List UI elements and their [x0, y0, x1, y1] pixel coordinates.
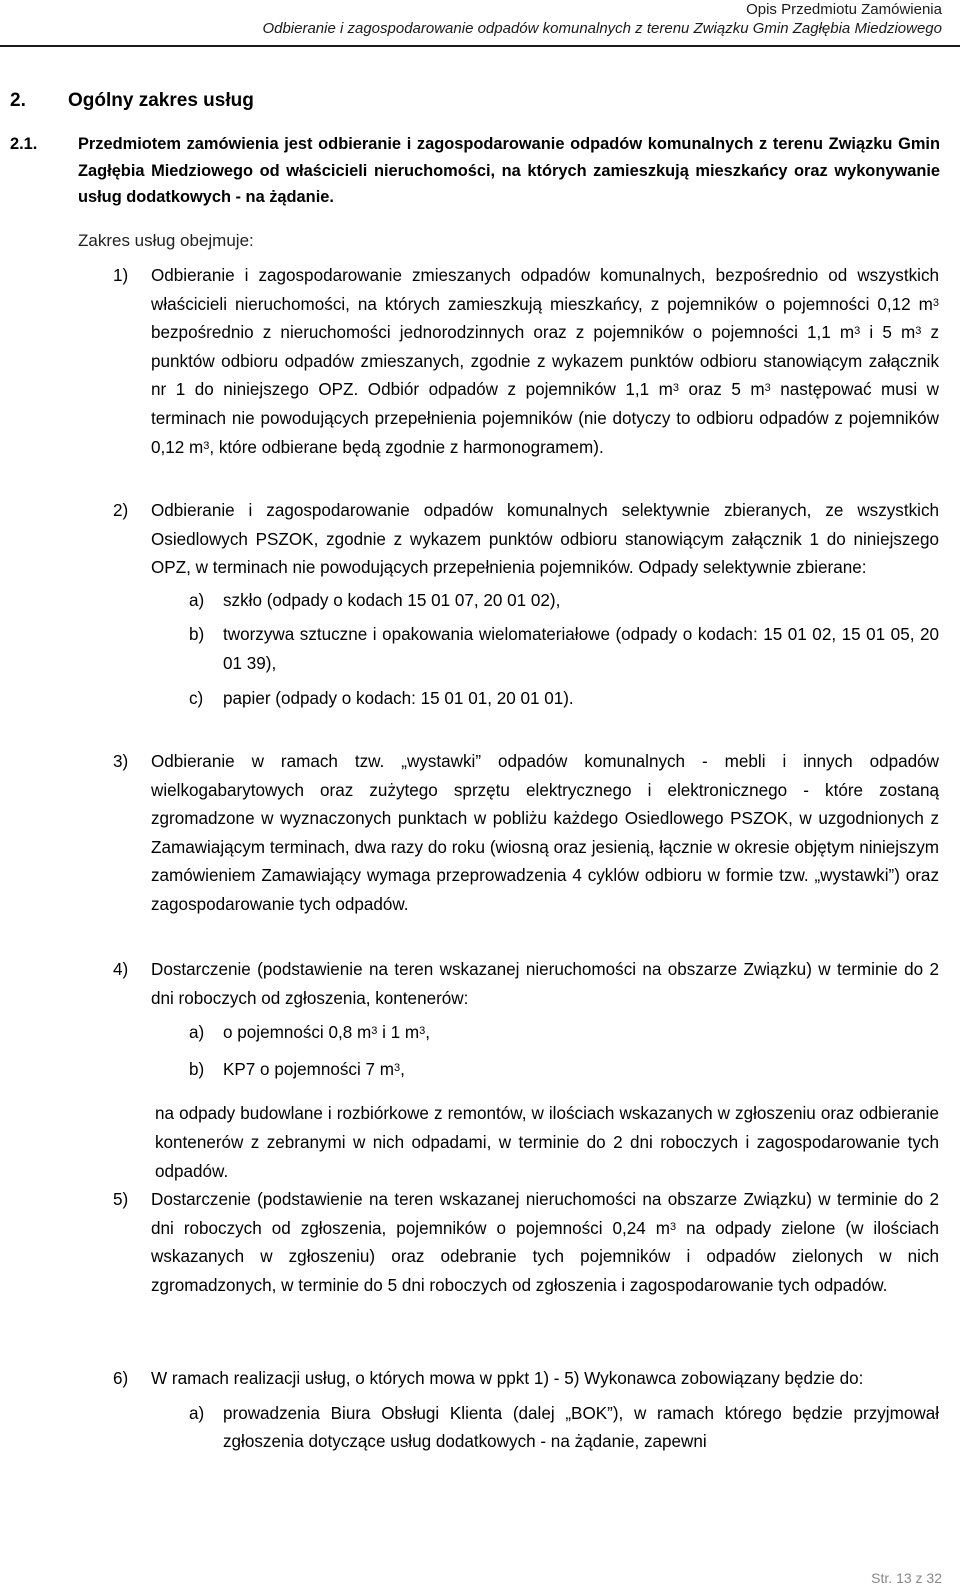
- sub-item-letter: a): [189, 1023, 205, 1043]
- page-header: [262, 0, 942, 38]
- header-title: Opis Przedmiotu Zamówienia: [746, 1, 942, 18]
- sub-item: [189, 621, 939, 678]
- sub-item: [189, 1019, 939, 1048]
- sub-item: [189, 1056, 939, 1085]
- section-heading: [10, 90, 254, 112]
- section-number: 2.: [10, 90, 26, 111]
- scope-list: [113, 262, 939, 476]
- list-item: [113, 1186, 939, 1300]
- paragraph-2-1: [10, 131, 940, 211]
- item-number: 4): [113, 960, 129, 979]
- sub-item-text: KP7 o pojemności 7 $m^3$,: [223, 1059, 405, 1079]
- scope-list-2: [113, 497, 939, 713]
- list-item: [113, 497, 939, 583]
- sub-item-letter: b): [189, 1059, 205, 1079]
- sub-item-letter: c): [189, 688, 204, 708]
- item-text: Odbieranie i zagospodarowanie zmieszanych odpadów komunalnych, bezpośrednio od wszystkich właścicieli nieruchomości, na których zamieszkują mieszkańcy, z pojemników o pojemności 0,12 $m^3$ bezpośrednio z nieruchomości jednorodzinnych oraz z pojemników o pojemności 1,1 $m^3$ i 5 $m^3$ z punktów odbioru odpadów zmieszanych, zgodnie z wykazem punktów odbioru stanowiącym załącznik nr 1 do niniejszego OPZ. Odbiór odpadów z pojemników 1,1 $m^3$ oraz 5 $m^3$ następować musi w terminach nie powodujących przepełnienia pojemników (nie dotyczy to odbioru odpadów z pojemników 0,12 $m^3$, które odbierane będą zgodnie z harmonogramem).: [151, 266, 939, 457]
- sub-item-text: papier (odpady o kodach: 15 01 01, 20 01 01).: [223, 688, 574, 708]
- scope-intro: Zakres usług obejmuje:: [78, 231, 254, 250]
- list-item: [113, 262, 939, 462]
- sub-item-letter: b): [189, 625, 205, 645]
- scope-list-4: [113, 956, 939, 1186]
- header-rule: [0, 45, 960, 47]
- item-text: Dostarczenie (podstawienie na teren wskazanej nieruchomości na obszarze Związku) w terminie do 2 dni roboczych od zgłoszenia, kontenerów:: [151, 960, 939, 1008]
- sub-item-letter: a): [189, 590, 205, 610]
- paragraph-number: 2.1.: [10, 135, 38, 153]
- sub-item-text: prowadzenia Biura Obsługi Klienta (dalej „BOK”), w ramach którego będzie przyjmował zgłoszenia dotyczące usług dodatkowych - na żądanie, zapewni: [223, 1403, 939, 1452]
- list-item: [113, 956, 939, 1013]
- item-number: 2): [113, 501, 129, 520]
- sub-item: [189, 587, 939, 616]
- header-subtitle: Odbieranie i zagospodarowanie odpadów komunalnych z terenu Związku Gmin Zagłębia Miedziowego: [262, 20, 942, 37]
- section-title: Ogólny zakres usług: [68, 90, 254, 111]
- sub-item-text: tworzywa sztuczne i opakowania wielomateriałowe (odpady o kodach: 15 01 02, 15 01 05, 20 01 39),: [223, 625, 939, 673]
- scope-list-3: [113, 748, 939, 934]
- list-item: [113, 1365, 939, 1394]
- sub-item-text: o pojemności 0,8 $m^3$ i 1 $m^3$,: [223, 1023, 431, 1043]
- paragraph-text: Przedmiotem zamówienia jest odbieranie i zagospodarowanie odpadów komunalnych z terenu Związku Gmin Zagłębia Miedziowego od właścicieli nieruchomości, na których zamieszkują mieszkańcy oraz wykonywanie usług dodatkowych - na żądanie.: [78, 135, 940, 206]
- sub-item: [189, 685, 939, 714]
- scope-list-5: [113, 1186, 939, 1314]
- item-text: W ramach realizacji usług, o których mowa w ppkt 1) - 5) Wykonawca zobowiązany będzie do:: [151, 1369, 864, 1388]
- sub-item: [189, 1400, 939, 1457]
- item-number: 1): [113, 266, 129, 285]
- item-text: Odbieranie w ramach tzw. „wystawki” odpadów komunalnych - mebli i innych odpadów wielkogabarytowych oraz zużytego sprzętu elektrycznego i elektronicznego - które zostaną zgromadzone w wyznaczonych punktach w pobliżu każdego Osiedlowego PSZOK, w uzgodnionych z Zamawiającym terminach, dwa razy do roku (wiosną oraz jesienią, łącznie w okresie objętym niniejszym zamówieniem Zamawiający wymaga przeprowadzenia 4 cyklów odbioru w formie tzw. „wystawki”) oraz zagospodarowanie tych odpadów.: [151, 752, 939, 914]
- item-text: Dostarczenie (podstawienie na teren wskazanej nieruchomości na obszarze Związku) w terminie do 2 dni roboczych od zgłoszenia, pojemników o pojemności 0,24 $m^3$ na odpady zielone (w ilościach wskazanych w zgłoszeniu) oraz odebranie tych pojemników i odpadów zielonych w nich zgromadzonych, w terminie do 5 dni roboczych od zgłoszenia i zagospodarowanie tych odpadów.: [151, 1190, 939, 1295]
- item-number: 5): [113, 1190, 129, 1209]
- list-item: [113, 748, 939, 920]
- item-text: Odbieranie i zagospodarowanie odpadów komunalnych selektywnie zbieranych, ze wszystkich Osiedlowych PSZOK, zgodnie z wykazem punktów odbioru stanowiącym załącznik 1 do niniejszego OPZ, w terminach nie powodujących przepełnienia pojemników. Odpady selektywnie zbierane:: [151, 501, 939, 578]
- sub-item-letter: a): [189, 1403, 205, 1423]
- item-number: 3): [113, 752, 129, 771]
- scope-list-6: [113, 1365, 939, 1457]
- sub-item-text: szkło (odpady o kodach 15 01 07, 20 01 02),: [223, 590, 561, 610]
- item-number: 6): [113, 1369, 129, 1388]
- item-continuation: na odpady budowlane i rozbiórkowe z remontów, w ilościach wskazanych w zgłoszeniu oraz odbieranie kontenerów z zebranymi w nich odpadami, w terminie do 2 dni roboczych i zagospodarowanie tych odpadów.: [155, 1104, 939, 1181]
- page-number: Str. 13 z 32: [871, 1570, 942, 1586]
